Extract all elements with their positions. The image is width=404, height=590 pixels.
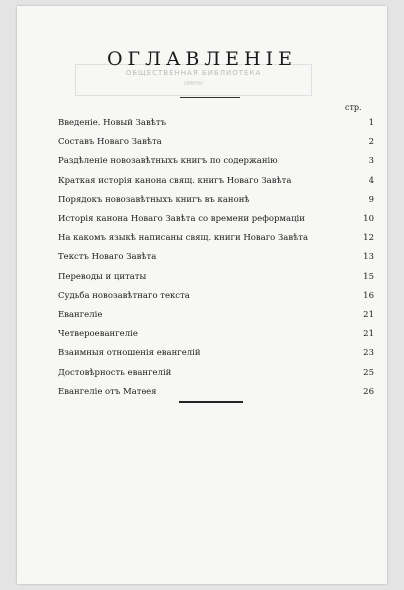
- toc-entry: [58, 308, 374, 322]
- toc-entry-title: Взаимныя отношенія евангелій: [58, 348, 201, 359]
- toc-entry-title: Введеніе. Новый Завѣтъ: [58, 118, 166, 128]
- toc-entry-title: Составъ Новаго Завѣта: [58, 137, 162, 148]
- toc-entry-title: Четвероевангеліе: [58, 329, 138, 340]
- end-divider: [179, 401, 243, 403]
- page-column-header: стр.: [345, 103, 362, 112]
- toc-entry-page: 3: [368, 156, 374, 167]
- toc-entry-page: 21: [363, 329, 374, 340]
- toc-entry: [58, 289, 374, 303]
- toc-entry: [58, 327, 374, 341]
- toc-entry: [58, 231, 374, 245]
- toc-entry-title: Порядокъ новозавѣтныхъ книгъ въ канонѣ: [58, 194, 250, 205]
- toc-entry-title: Евангеліе: [58, 310, 103, 320]
- toc-entry-title: Судьба новозавѣтнаго текста: [58, 290, 190, 301]
- toc-entry-title: На какомъ языкѣ написаны свящ. книги Новаго Завѣта: [58, 233, 309, 244]
- toc-entry-page: 13: [363, 252, 374, 263]
- stamp-text: ОБЩЕСТВЕННАЯ БИБЛИОТЕКА: [125, 69, 262, 77]
- toc-entry: [58, 154, 374, 168]
- toc-entry: [58, 135, 374, 149]
- toc-entry-title: Текстъ Новаго Завѣта: [58, 252, 157, 263]
- toc-entry-page: 1: [368, 118, 374, 128]
- toc-entry-title: Краткая исторія канона свящ. книгъ Новаго Завѣта: [58, 175, 292, 186]
- toc-entry-title: Переводы и цитаты: [58, 271, 147, 282]
- title-divider: [180, 97, 240, 98]
- toc-entry: [58, 385, 374, 399]
- toc-entry-page: 10: [363, 214, 374, 224]
- toc-entry: [58, 116, 374, 130]
- book-page: [17, 6, 387, 584]
- toc-entry-page: 25: [363, 367, 374, 378]
- page-title: ОГЛАВЛЕНІЕ: [106, 48, 298, 70]
- toc-entry: [58, 193, 374, 207]
- toc-entry-page: 4: [368, 175, 374, 186]
- toc-entry: [58, 250, 374, 264]
- toc-entry-page: 23: [363, 348, 374, 359]
- toc-entry-page: 26: [363, 386, 374, 397]
- toc-entry: [58, 366, 374, 380]
- toc-entry-title: Достовѣрность евангелій: [58, 367, 172, 378]
- stamp-subtext: ИМЕНИ: [184, 81, 203, 87]
- toc-entry: [58, 270, 374, 284]
- toc-entry-page: 9: [368, 194, 374, 205]
- toc-entry-page: 12: [363, 233, 374, 244]
- toc-entry-title: Евангеліе отъ Матѳея: [58, 386, 157, 397]
- toc-entry-page: 2: [368, 137, 374, 148]
- toc-entry: [58, 174, 374, 188]
- toc-entry-page: 21: [363, 310, 374, 320]
- toc-entry-page: 16: [363, 290, 374, 301]
- toc-entry: [58, 212, 374, 226]
- toc-entry-title: Раздѣленіе новозавѣтныхъ книгъ по содержанію: [58, 156, 278, 167]
- toc-entry-title: Исторія канона Новаго Завѣта со времени реформаціи: [58, 214, 305, 224]
- toc-entry: [58, 346, 374, 360]
- toc-entry-page: 15: [363, 271, 374, 282]
